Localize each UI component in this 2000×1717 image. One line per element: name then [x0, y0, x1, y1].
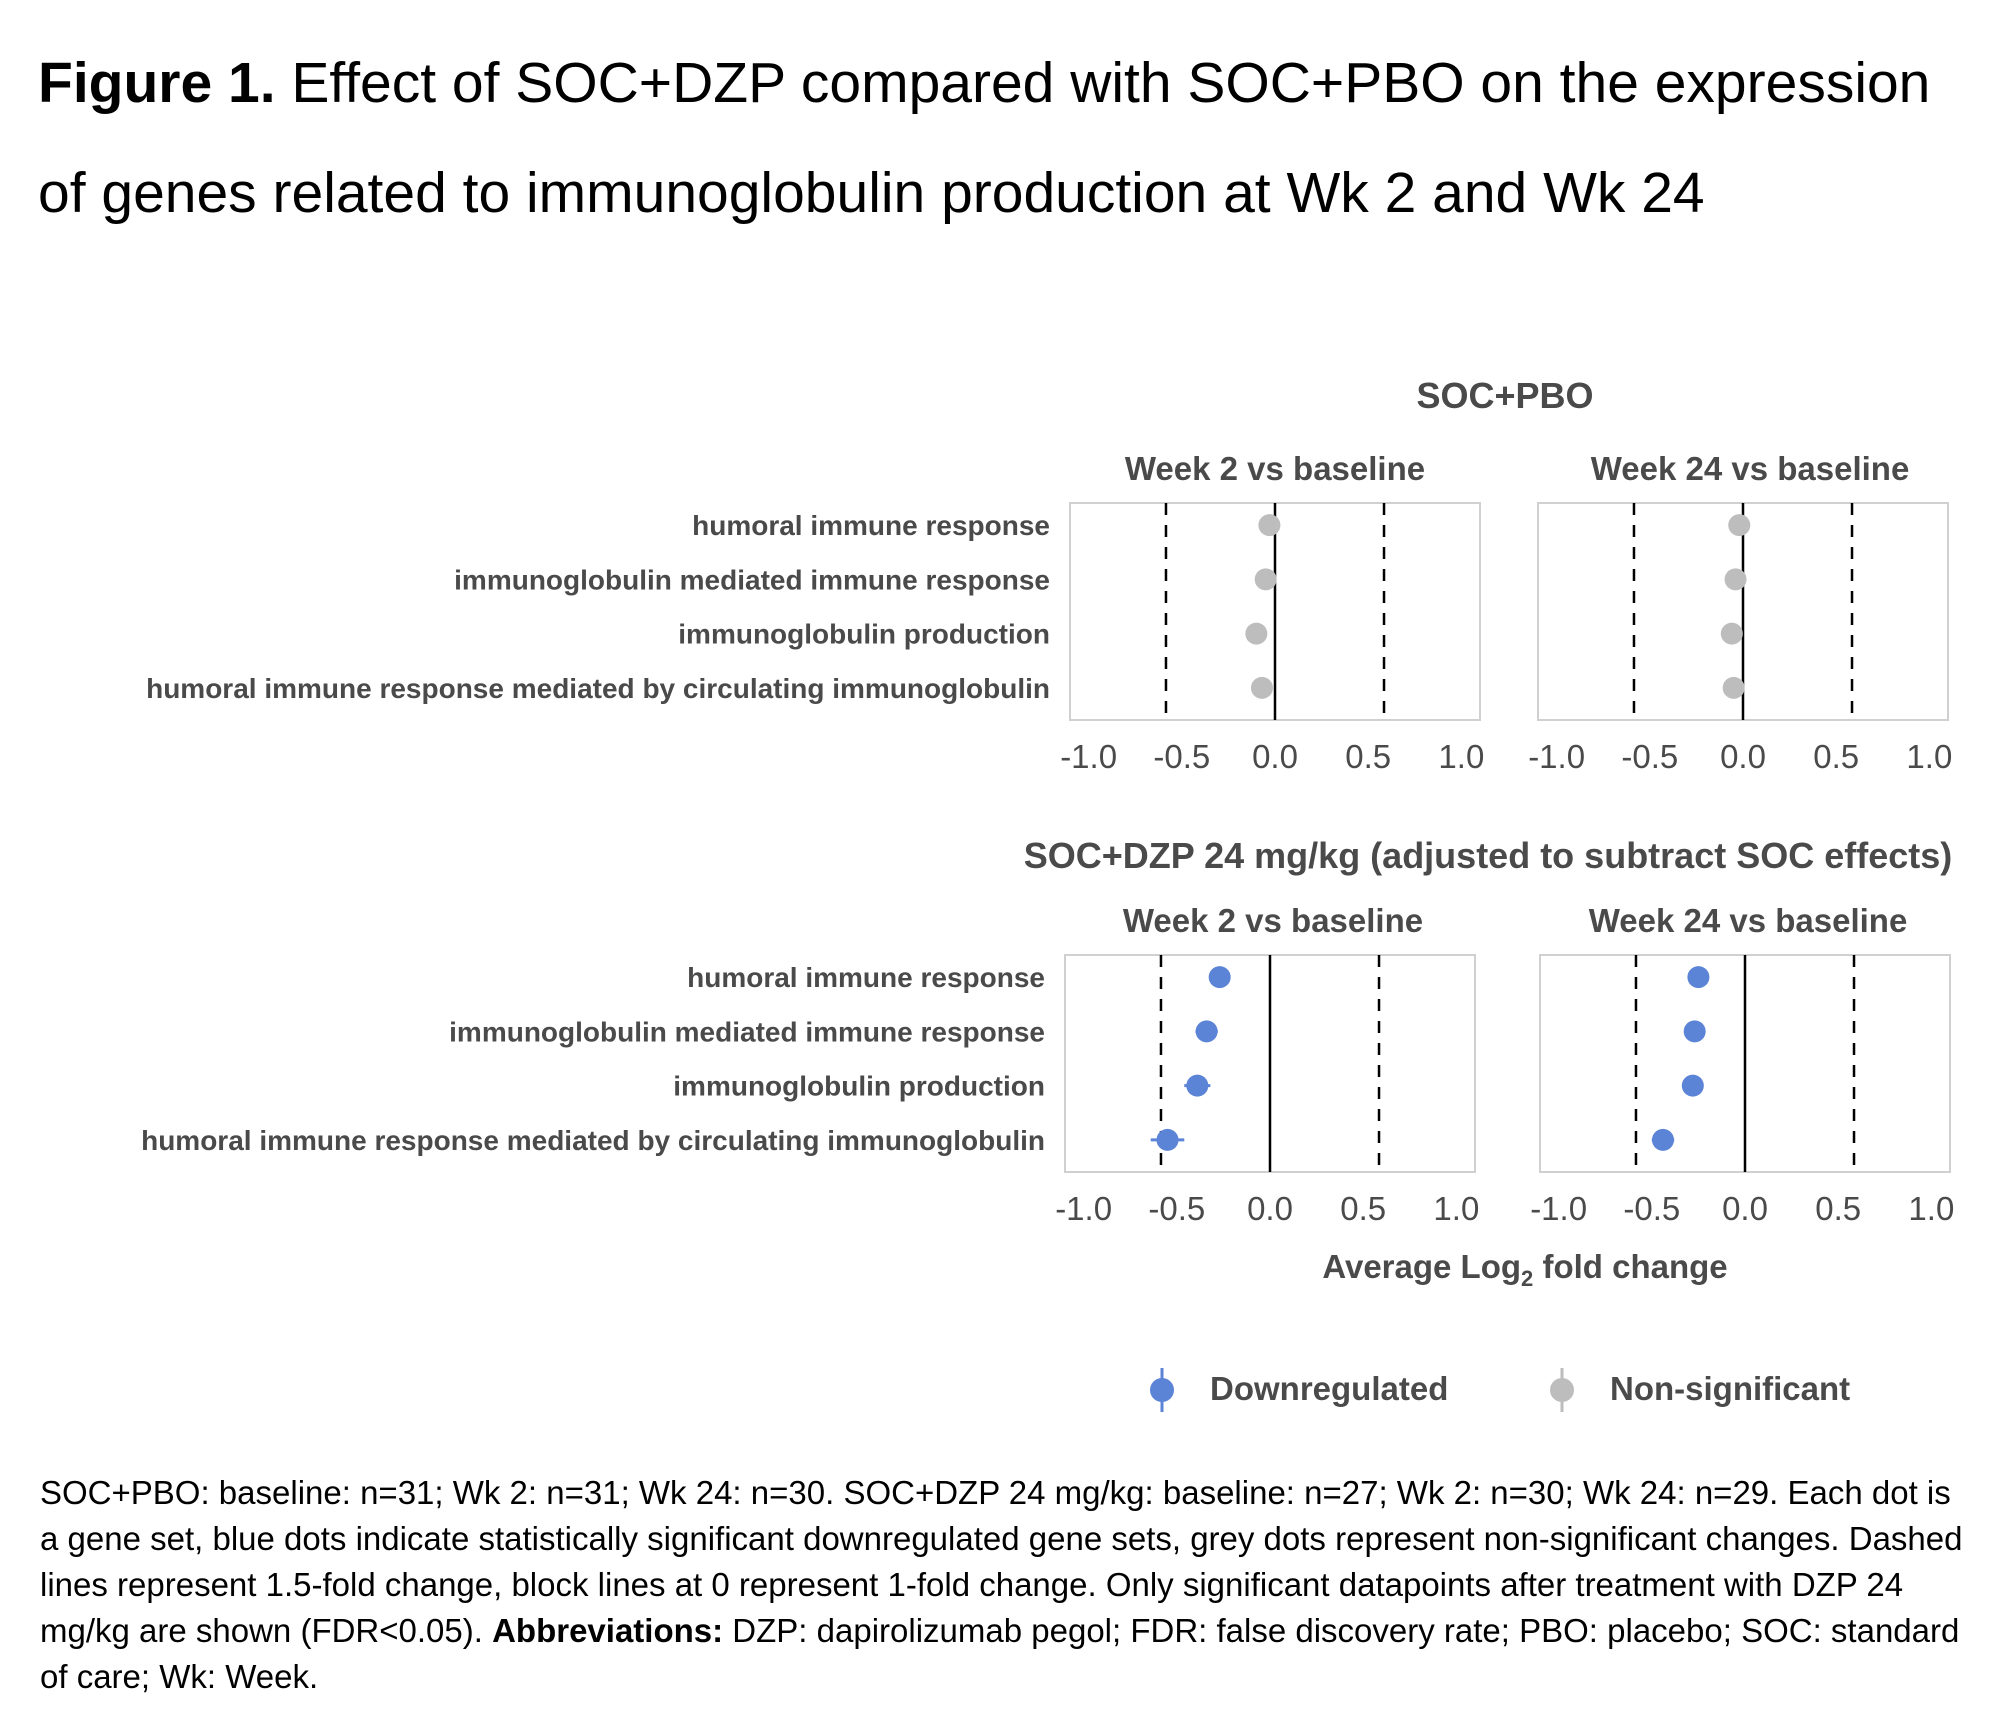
x-tick-label: 1.0: [1433, 1190, 1480, 1227]
x-tick-label: -0.5: [1623, 1190, 1681, 1227]
x-tick-label: -0.5: [1148, 1190, 1206, 1227]
data-point-humoral-immune-response: [1258, 514, 1280, 536]
x-tick-label: -1.0: [1055, 1190, 1113, 1227]
data-point-humoral-immune-response: [1687, 966, 1709, 988]
category-label-immunoglobulin-mediated-immune-response: immunoglobulin mediated immune response: [449, 1016, 1045, 1048]
category-label-immunoglobulin-production: immunoglobulin production: [673, 1070, 1045, 1102]
panel-title-1-1: Week 2 vs baseline: [1124, 450, 1426, 487]
category-label-immunoglobulin-production: immunoglobulin production: [678, 618, 1050, 650]
data-point-humoral-immune-response-mediated-by-circulating-immunoglobulin: [1157, 1129, 1179, 1151]
category-label-humoral-immune-response-mediated-by-circulating-immunoglobulin: humoral immune response mediated by circulating immunoglobulin: [141, 1124, 1045, 1156]
x-tick-label: 1.0: [1438, 738, 1485, 775]
figure-title-text: Effect of SOC+DZP compared with SOC+PBO on the expression of genes related to immunoglobulin production at Wk 2 and Wk 24: [38, 51, 1931, 225]
x-tick-label: -1.0: [1060, 738, 1118, 775]
x-tick-label: 1.0: [1908, 1190, 1955, 1227]
x-tick-label: 0.0: [1720, 738, 1766, 775]
footnote-abbreviations-text: DZP: dapirolizumab pegol; FDR: false discovery rate; PBO: placebo; SOC: standard of care; Wk: Week.: [40, 1612, 1960, 1695]
panel-title-2-2: Week 24 vs baseline: [1588, 902, 1908, 939]
category-label-humoral-immune-response: humoral immune response: [687, 962, 1045, 994]
category-label-humoral-immune-response: humoral immune response: [692, 510, 1050, 542]
data-point-immunoglobulin-mediated-immune-response: [1255, 568, 1277, 590]
data-point-immunoglobulin-mediated-immune-response: [1684, 1020, 1706, 1042]
footnote: [40, 1470, 1970, 1700]
category-label-humoral-immune-response-mediated-by-circulating-immunoglobulin: humoral immune response mediated by circulating immunoglobulin: [146, 672, 1050, 704]
data-point-immunoglobulin-mediated-immune-response: [1196, 1020, 1218, 1042]
data-point-humoral-immune-response-mediated-by-circulating-immunoglobulin: [1723, 677, 1745, 699]
data-point-immunoglobulin-production: [1682, 1075, 1704, 1097]
x-tick-label: -1.0: [1528, 738, 1586, 775]
data-point-immunoglobulin-production: [1721, 623, 1743, 645]
x-tick-label: 0.0: [1247, 1190, 1293, 1227]
data-point-humoral-immune-response-mediated-by-circulating-immunoglobulin: [1251, 677, 1273, 699]
data-point-humoral-immune-response: [1728, 514, 1750, 536]
x-tick-label: 0.5: [1340, 1190, 1387, 1227]
category-label-immunoglobulin-mediated-immune-response: immunoglobulin mediated immune response: [454, 564, 1050, 596]
figure-label: Figure 1.: [38, 51, 276, 115]
legend-label-downregulated: Downregulated: [1210, 1370, 1449, 1407]
x-tick-label: -1.0: [1530, 1190, 1588, 1227]
chart-title-1: SOC+PBO: [1416, 375, 1594, 416]
x-tick-label: 0.5: [1815, 1190, 1862, 1227]
x-tick-label: -0.5: [1621, 738, 1679, 775]
footnote-text: SOC+PBO: baseline: n=31; Wk 2: n=31; Wk 24: n=30. SOC+DZP 24 mg/kg: baseline: n=27; Wk 2: n=30; Wk 24: n=29. Each dot is a gene set, blue dots indicate statistically significant downregulated gene sets, grey dots represent non-significant changes. Dashed lines represent 1.5-fold change, block lines at 0 represent 1-fold change. Only significant datapoints after treatment with DZP 24 mg/kg are shown (FDR<0.05).: [40, 1474, 1963, 1649]
x-tick-label: -0.5: [1153, 738, 1211, 775]
data-point-humoral-immune-response-mediated-by-circulating-immunoglobulin: [1652, 1129, 1674, 1151]
legend-marker-downregulated: [1132, 1360, 1192, 1420]
x-tick-label: 0.0: [1722, 1190, 1768, 1227]
data-point-immunoglobulin-mediated-immune-response: [1725, 568, 1747, 590]
legend-marker-non-significant: [1532, 1360, 1592, 1420]
data-point-humoral-immune-response: [1209, 966, 1231, 988]
x-axis-label: Average Log$_2$ fold change: [1322, 1248, 1728, 1291]
legend-label-non-significant: Non-significant: [1610, 1370, 1851, 1407]
footnote-abbreviations-label: Abbreviations:: [492, 1612, 724, 1649]
x-tick-label: 1.0: [1906, 738, 1953, 775]
x-tick-label: 0.5: [1813, 738, 1860, 775]
x-tick-label: 0.5: [1345, 738, 1392, 775]
panel-title-2-1: Week 2 vs baseline: [1122, 902, 1424, 939]
panel-title-1-2: Week 24 vs baseline: [1590, 450, 1910, 487]
data-point-immunoglobulin-production: [1245, 623, 1267, 645]
data-point-immunoglobulin-production: [1186, 1075, 1208, 1097]
x-tick-label: 0.0: [1252, 738, 1298, 775]
chart-title-2: SOC+DZP 24 mg/kg (adjusted to subtract SOC effects): [1023, 835, 1953, 876]
